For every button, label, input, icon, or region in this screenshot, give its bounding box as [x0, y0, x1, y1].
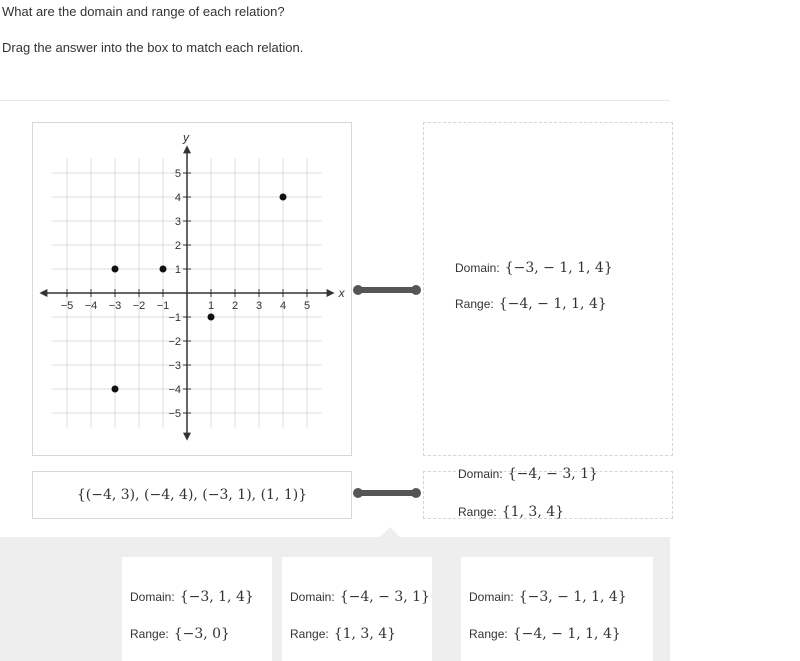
x-tick-label: 4: [279, 300, 287, 312]
answer-card-1[interactable]: [122, 557, 272, 661]
data-point: [280, 194, 287, 201]
x-tick-label: 2: [231, 300, 239, 312]
relation-graph-panel: [32, 122, 352, 456]
y-tick-label: −4: [168, 384, 181, 396]
divider: [0, 100, 670, 101]
data-point: [208, 314, 215, 321]
range-label: Range:: [455, 297, 494, 311]
y-tick-label: −2: [168, 336, 181, 348]
connector-2: [355, 490, 419, 496]
x-tick-label: −3: [108, 300, 122, 312]
domain-label: Domain:: [130, 590, 175, 604]
answer-card-2[interactable]: [282, 557, 432, 661]
domain-value: {−3, 1, 4}: [179, 589, 254, 605]
answer-card-domain: [130, 589, 254, 605]
answer-card-range: [469, 626, 621, 642]
coordinate-graph: [33, 123, 351, 455]
data-point: [160, 266, 167, 273]
answer-card-domain: [290, 589, 430, 605]
answer-card-domain: [469, 589, 627, 605]
range-label: Range:: [458, 505, 497, 519]
x-tick-label: 3: [255, 300, 263, 312]
domain-value: {−3, − 1, 1, 4}: [504, 260, 613, 276]
placed-answer-1-range[interactable]: [455, 296, 607, 312]
domain-label: Domain:: [455, 261, 500, 275]
domain-label: Domain:: [290, 590, 335, 604]
x-tick-label: −4: [84, 300, 98, 312]
range-value: {1, 3, 4}: [333, 626, 397, 642]
domain-label: Domain:: [469, 590, 514, 604]
data-point: [112, 266, 119, 273]
y-axis-arrow-up: [183, 145, 191, 153]
y-tick-label: 2: [174, 240, 181, 252]
range-label: Range:: [290, 627, 329, 641]
y-axis-arrow-down: [183, 433, 191, 441]
placed-answer-2-domain[interactable]: [458, 466, 598, 482]
question-prompt: What are the domain and range of each relation?: [2, 4, 285, 19]
domain-label: Domain:: [458, 467, 503, 481]
tray-pointer: [380, 527, 400, 537]
x-tick-label: 5: [303, 300, 311, 312]
y-tick-label: 5: [174, 168, 181, 180]
range-value: {1, 3, 4}: [501, 504, 565, 520]
x-axis-arrow-right: [327, 289, 335, 297]
x-tick-label: −1: [156, 300, 170, 312]
x-axis-label: x: [338, 286, 345, 300]
x-tick-label: 1: [207, 300, 215, 312]
domain-value: {−4, − 3, 1}: [507, 466, 598, 482]
y-tick-label: 3: [174, 216, 181, 228]
data-point: [112, 386, 119, 393]
placed-answer-2-range[interactable]: [458, 504, 564, 520]
domain-value: {−4, − 3, 1}: [339, 589, 430, 605]
relation-set-text: {(−4, 3), (−4, 4), (−3, 1), (1, 1)}: [76, 487, 308, 503]
connector-1: [355, 287, 419, 293]
x-tick-label: −5: [60, 300, 74, 312]
y-tick-label: −1: [168, 312, 181, 324]
domain-value: {−3, − 1, 1, 4}: [518, 589, 627, 605]
range-label: Range:: [469, 627, 508, 641]
y-tick-label: −3: [168, 360, 181, 372]
question-instruction: Drag the answer into the box to match each relation.: [2, 40, 304, 55]
x-tick-label: −2: [132, 300, 146, 312]
relation-set-panel: [32, 471, 352, 519]
y-tick-label: 1: [174, 264, 181, 276]
range-value: {−3, 0}: [173, 626, 230, 642]
answer-card-range: [290, 626, 396, 642]
answer-card-range: [130, 626, 230, 642]
range-value: {−4, − 1, 1, 4}: [498, 296, 607, 312]
answer-card-3[interactable]: [461, 557, 653, 661]
placed-answer-1-domain[interactable]: [455, 260, 613, 276]
y-axis-label: y: [183, 130, 189, 145]
range-label: Range:: [130, 627, 169, 641]
range-value: {−4, − 1, 1, 4}: [512, 626, 621, 642]
x-axis-arrow-left: [39, 289, 47, 297]
y-tick-label: 4: [174, 192, 181, 204]
y-tick-label: −5: [168, 408, 181, 420]
drop-box-1[interactable]: [423, 122, 673, 456]
